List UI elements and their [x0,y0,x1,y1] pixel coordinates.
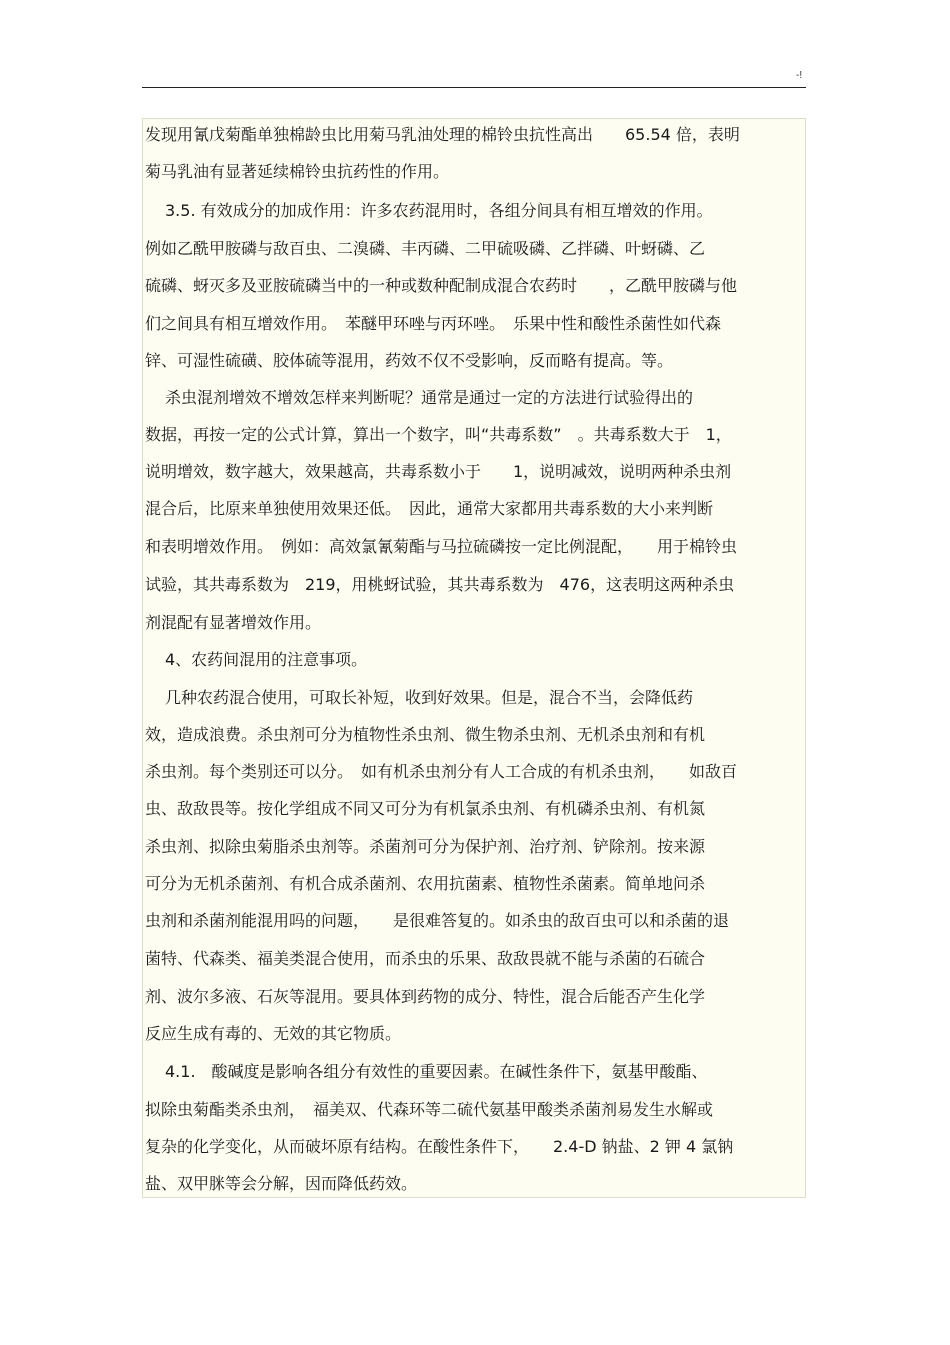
text-line: 硫磷、蚜灭多及亚胺硫磷当中的一种或数种配制成混合农药时 ，乙酰甲胺磷与他 [145,276,738,295]
text-line: 混合后，比原来单独使用效果还低。 因此，通常大家都用共毒系数的大小来判断 [145,499,714,518]
text-line: 3.5. 有效成分的加成作用：许多农药混用时，各组分间具有相互增效的作用。 [165,201,713,220]
text-line: 锌、可湿性硫磺、胶体硫等混用，药效不仅不受影响，反而略有提高。等。 [145,351,674,370]
page-marker: -! [796,70,803,81]
text-line: 复杂的化学变化，从而破坏原有结构。在酸性条件下， 2.4-D 钠盐、2 钾 4 氯钠 [145,1137,734,1156]
text-line: 菊马乳油有显著延续棉铃虫抗药性的作用。 [145,162,450,181]
text-line: 说明增效，数字越大，效果越高，共毒系数小于 1，说明减效，说明两种杀虫剂 [145,462,732,481]
text-line: 试验，其共毒系数为 219，用桃蚜试验，其共毒系数为 476，这表明这两种杀虫 [145,575,735,594]
text-line: 例如乙酰甲胺磷与敌百虫、二溴磷、丰丙磷、二甲硫吸磷、乙拌磷、叶蚜磷、乙 [145,239,706,258]
text-line: 拟除虫菊酯类杀虫剂， 福美双、代森环等二硫代氨基甲酸类杀菌剂易发生水解或 [145,1100,714,1119]
text-line: 剂、波尔多液、石灰等混用。要具体到药物的成分、特性，混合后能否产生化学 [145,987,706,1006]
text-line: 几种农药混合使用，可取长补短，收到好效果。但是，混合不当，会降低药 [165,688,694,707]
text-line: 盐、双甲脒等会分解，因而降低药效。 [145,1174,418,1193]
text-line: 效，造成浪费。杀虫剂可分为植物性杀虫剂、微生物杀虫剂、无机杀虫剂和有机 [145,725,706,744]
text-line: 4、农药间混用的注意事项。 [165,650,368,669]
text-line: 反应生成有毒的、无效的其它物质。 [145,1024,402,1043]
text-line: 杀虫剂。每个类别还可以分。 如有机杀虫剂分有人工合成的有机杀虫剂， 如敌百 [145,762,738,781]
text-line: 4.1. 酸碱度是影响各组分有效性的重要因素。在碱性条件下，氨基甲酸酯、 [165,1062,708,1081]
text-line: 发现用氰戊菊酯单独棉龄虫比用菊马乳油处理的棉铃虫抗性高出 65.54 倍，表明 [145,125,740,144]
text-line: 虫剂和杀菌剂能混用吗的问题， 是很难答复的。如杀虫的敌百虫可以和杀菌的退 [145,911,730,930]
text-line: 虫、敌敌畏等。按化学组成不同又可分为有机氯杀虫剂、有机磷杀虫剂、有机氮 [145,799,706,818]
header-rule [142,87,806,88]
text-line: 数据，再按一定的公式计算，算出一个数字，叫“共毒系数” 。共毒系数大于 1， [145,425,732,444]
text-line: 菌特、代森类、福美类混合使用，而杀虫的乐果、敌敌畏就不能与杀菌的石硫合 [145,949,706,968]
text-line: 们之间具有相互增效作用。 苯醚甲环唑与丙环唑。 乐果中性和酸性杀菌性如代森 [145,314,722,333]
text-line: 和表明增效作用。 例如：高效氯氰菊酯与马拉硫磷按一定比例混配， 用于棉铃虫 [145,537,738,556]
text-line: 杀虫剂、拟除虫菊脂杀虫剂等。杀菌剂可分为保护剂、治疗剂、铲除剂。按来源 [145,837,706,856]
text-line: 剂混配有显著增效作用。 [145,613,322,632]
text-line: 可分为无机杀菌剂、有机合成杀菌剂、农用抗菌素、植物性杀菌素。简单地问杀 [145,874,706,893]
text-line: 杀虫混剂增效不增效怎样来判断呢？通常是通过一定的方法进行试验得出的 [165,388,694,407]
